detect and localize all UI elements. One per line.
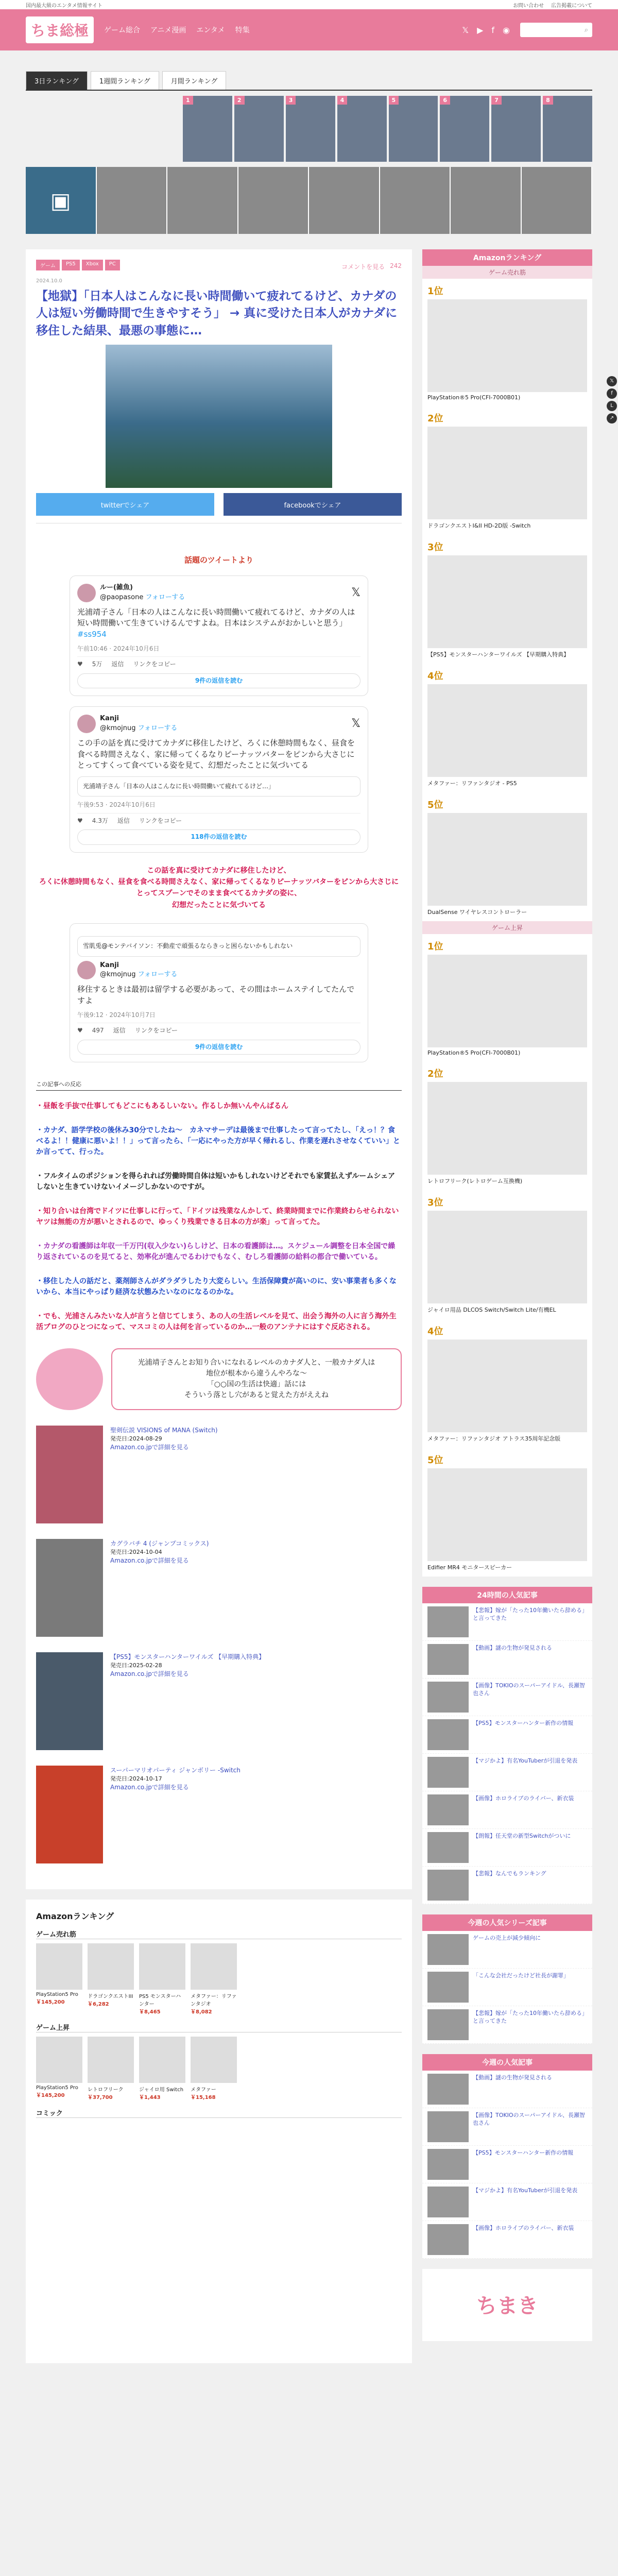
highlight-text: この話を真に受けてカナダに移住したけど、 ろくに休憩時間もなく、昼食を食べる時間さえなく、家に帰ってくるなりピーナッツバターをピンから大さじにとってスプーンでそのまま食べてるカナダの姿に、 幻想だったことに気づいてる bbox=[39, 866, 399, 909]
product-card[interactable]: 聖剣伝説 VISIONS of MANA (Switch) 発売日:2024-08-29 Amazon.co.jpで詳細を見る bbox=[36, 1426, 402, 1523]
comments-link[interactable]: コメントを見る bbox=[341, 263, 385, 270]
reply-button[interactable]: 返信 bbox=[117, 817, 130, 824]
amazon-item[interactable]: レトロフリーク ￥37,700 bbox=[88, 2037, 134, 2100]
like-icon[interactable]: ♥ bbox=[77, 660, 83, 668]
news-item[interactable]: 【画像】TOKIOのスーパーアイドル、長瀬智也さん bbox=[422, 1679, 592, 1716]
sidebar bbox=[422, 249, 592, 2363]
side-item[interactable]: 1位 PlayStation®5 Pro(CFI-7000B01) bbox=[422, 279, 592, 406]
news-item[interactable]: 【PS5】モンスターハンター新作の情報 bbox=[422, 2146, 592, 2183]
comment-count: 242 bbox=[390, 262, 402, 269]
tag[interactable]: Xbox bbox=[82, 260, 103, 270]
topbar bbox=[0, 0, 618, 9]
reply-button[interactable]: 返信 bbox=[113, 1027, 126, 1035]
side-item[interactable]: 4位 メタファー：リファンタジオ - PS5 bbox=[422, 664, 592, 792]
facebook-icon[interactable]: f bbox=[607, 388, 617, 399]
reaction: ・移住した人の話だと、薬剤師さんがダラダラしたり大変らしい。生活保障費が高いのに、安い事業者も多くないから、本当にやっぱり経済な状態みたいなのになるのかな。 bbox=[36, 1277, 397, 1296]
amazon-link[interactable]: Amazon.co.jpで詳細を見る bbox=[110, 1670, 189, 1677]
header bbox=[0, 9, 618, 50]
search-input[interactable] bbox=[520, 23, 592, 37]
quoted-tweet[interactable]: 光浦靖子さん「日本の人はこんなに長い時間働いて疲れてるけど…」 bbox=[77, 776, 360, 796]
amazon-item[interactable]: PlayStation5 Pro ￥145,200 bbox=[36, 1943, 82, 2015]
tweet-date: 午前10:46 · 2024年10月6日 bbox=[77, 645, 160, 652]
tab-3day[interactable]: 3日ランキング bbox=[26, 71, 88, 90]
facebook-share-button[interactable]: facebookでシェア bbox=[224, 493, 402, 516]
rank-card[interactable]: 6 bbox=[440, 96, 489, 162]
avatar bbox=[77, 715, 96, 733]
side-item[interactable]: 5位 Edifier MR4 モニタースピーカー bbox=[422, 1448, 592, 1577]
product-image[interactable] bbox=[36, 1652, 103, 1750]
tag[interactable]: PC bbox=[105, 260, 120, 270]
tweet-text: この手の話を真に受けてカナダに移住したけど、ろくに休憩時間もなく、昼食を食べる時間さえなく、家に帰ってくるなりピーナッツバターをピンから大さじにとってすくって食べている姿を見て、幻想だったことに気づいてる bbox=[77, 738, 355, 770]
comment-bubble bbox=[36, 1348, 402, 1410]
side-item[interactable]: 3位 【PS5】モンスターハンターワイルズ 【早期購入特典】 bbox=[422, 535, 592, 664]
news-item[interactable]: 【悲報】嫁が「たった10年働いたら辞める」と言ってきた bbox=[422, 2006, 592, 2044]
tab-week[interactable]: 1週間ランキング bbox=[91, 71, 159, 90]
news-item[interactable]: 【悲報】なんでもランキング bbox=[422, 1867, 592, 1904]
rank-card[interactable]: 3 bbox=[286, 96, 335, 162]
tag[interactable]: PS5 bbox=[62, 260, 80, 270]
follow-link[interactable]: フォローする bbox=[145, 593, 185, 601]
rank-card[interactable]: 4 bbox=[337, 96, 387, 162]
news-item[interactable]: ゲームの売上が減少傾向に bbox=[422, 1931, 592, 1969]
tab-month[interactable]: 月間ランキング bbox=[162, 71, 227, 90]
rank-card[interactable]: 1 bbox=[183, 96, 232, 162]
news-item[interactable]: 【画像】TOKIOのスーパーアイドル、長瀬智也さん bbox=[422, 2108, 592, 2146]
news-item[interactable]: 【マジかよ】有名YouTuberが引退を発表 bbox=[422, 1754, 592, 1791]
like-icon[interactable]: ♥ bbox=[77, 1027, 83, 1035]
rank-grid bbox=[183, 96, 592, 162]
banner-strip[interactable] bbox=[26, 167, 592, 234]
side-month: 今週の人気記事 【動画】謎の生物が発見される 【画像】TOKIOのスーパーアイドル、長瀬智也さん 【PS5】モンスターハンター新作の情報 【マジかよ】有名YouTuberが引退を発表 【画像】ホロライブのライバー、新衣装 bbox=[422, 2054, 592, 2259]
side-item[interactable]: 2位 レトロフリーク(レトロゲーム互換機) bbox=[422, 1061, 592, 1190]
copy-link[interactable]: リンクをコピー bbox=[133, 660, 176, 668]
article-title: 【地獄】「日本人はこんなに長い時間働いて疲れてるけど、カナダの人は短い労働時間で生きやすそう」 → 真に受けた日本人がカナダに移住した結果、最悪の事態に… bbox=[36, 290, 398, 337]
tweet-date: 午後9:53 · 2024年10月6日 bbox=[77, 801, 156, 809]
x-icon: 𝕏 bbox=[351, 717, 360, 731]
reaction: ・でも、光浦さんみたいな人が言うと信じてしまう、あの人の生活レベルを見て、出会う海外の人に言う海外生活ブログのひとつになって、マスコミの人は何を言っているのか…一般のアンテナにはすぐ反応される。 bbox=[36, 1312, 397, 1331]
avatar bbox=[77, 584, 96, 602]
side-amazon: Amazonランキング ゲーム売れ筋 1位 PlayStation®5 Pro(CFI-7000B01) 2位 ドラゴンクエストI&II HD-2D版 -Switch 3位 【PS5】モンスターハンターワイルズ 【早期購入特典】 4位 メタファー：リファンタジオ - PS5 5位 DualSense ワイヤレスコントローラー ゲーム上昇 1位 PlayStation®5 Pro(CFI-7000B01) 2位 レトロフリーク(レトロゲーム互換機) 3位 ジャイロ用品 DLCOS Switch/Switch Lite/有機EL 4位 メタファー：リファンタジオ アトラス35周年記念版 5位 Edifier MR4 モニタースピーカー bbox=[422, 249, 592, 1577]
side-item[interactable]: 1位 PlayStation®5 Pro(CFI-7000B01) bbox=[422, 934, 592, 1061]
nav-game[interactable]: ゲーム総合 bbox=[104, 26, 141, 35]
amazon-item[interactable]: PlayStation5 Pro ￥145,200 bbox=[36, 2037, 82, 2100]
site-desc: 国内最大級のエンタメ情報サイト bbox=[26, 3, 102, 9]
side-item[interactable]: 2位 ドラゴンクエストI&II HD-2D版 -Switch bbox=[422, 406, 592, 535]
follow-link[interactable]: フォローする bbox=[138, 724, 178, 732]
amazon-item[interactable]: メタファー ￥15,168 bbox=[191, 2037, 237, 2100]
tweet-text: 光浦靖子さん「日本の人はこんなに長い時間働いて疲れてるけど、カナダの人は短い時間働いて生きていけるんですよね。日本はシステムがおかしいと思う」 bbox=[77, 607, 355, 628]
quoted-tweet[interactable]: 雪肌兎@モンテバイソン：不動産で頑張るならきっと困らないかもしれない bbox=[77, 936, 360, 956]
twitter-share-button[interactable]: twitterでシェア bbox=[36, 493, 214, 516]
product-image[interactable] bbox=[36, 1539, 103, 1637]
follow-link[interactable]: フォローする bbox=[138, 971, 178, 979]
bubble-text: 光浦靖子さんとお知り合いになれるレベルのカナダ人と、一般カナダ人は 地位が根本から違うんやろな〜 「○○国の生活は快適」話には そういう落とし穴があると覚えた方がええね bbox=[111, 1348, 402, 1410]
copy-link[interactable]: リンクをコピー bbox=[139, 817, 182, 824]
hero-image bbox=[106, 345, 332, 488]
news-item[interactable]: 【マジかよ】有名YouTuberが引退を発表 bbox=[422, 2183, 592, 2221]
mascot-image bbox=[36, 1348, 103, 1410]
rank-card[interactable]: 2 bbox=[234, 96, 284, 162]
avatar bbox=[77, 961, 96, 979]
ranking-tabs bbox=[26, 71, 592, 91]
side-reco: 今週の人気シリーズ記事 ゲームの売上が減少傾向に 「こんな会社だったけど社長が謝罪」 【悲報】嫁が「たった10年働いたら辞める」と言ってきた bbox=[422, 1914, 592, 2044]
reaction-list bbox=[36, 1101, 402, 1333]
reaction: ・フルタイムのポジションを得られれば労働時間自体は短いかもしれないけどそれでも家賃払えずルームシェアしないと生きていけないイメージしかないのですが。 bbox=[36, 1172, 396, 1191]
search-icon[interactable]: ⌕ bbox=[584, 26, 588, 34]
news-item[interactable]: 【動画】謎の生物が発見される bbox=[422, 1641, 592, 1679]
news-item[interactable]: 【画像】ホロライブのライバー、新衣装 bbox=[422, 2221, 592, 2259]
rank-card[interactable]: 8 bbox=[543, 96, 592, 162]
side-item[interactable]: 4位 メタファー：リファンタジオ アトラス35周年記念版 bbox=[422, 1319, 592, 1448]
news-item[interactable]: 【画像】ホロライブのライバー、新衣装 bbox=[422, 1791, 592, 1829]
site-logo[interactable]: ちま総極 bbox=[26, 16, 94, 43]
amazon-item[interactable]: メタファー：リファンタジオ ￥8,082 bbox=[191, 1943, 237, 2015]
like-icon[interactable]: ♥ bbox=[77, 817, 83, 824]
x-icon[interactable]: 𝕏 bbox=[462, 25, 469, 35]
news-item[interactable]: 【動画】謎の生物が発見される bbox=[422, 2071, 592, 2108]
amazon-ranking: Amazonランキング ゲーム売れ筋 PlayStation5 Pro ￥145,200 ドラゴンクエストIII ￥6,282 PS5 モンスターハンター ￥8,465 メタファー：リファンタジオ ￥8,082 ゲーム上昇 PlayStation5 Pro ￥145,200 レトロフリーク ￥37,700 ジャイロ用 Switch ￥1,443 メタファー ￥15,168 コミック bbox=[26, 1900, 412, 2363]
facebook-icon[interactable]: f bbox=[491, 25, 495, 35]
tag[interactable]: ゲーム bbox=[36, 260, 60, 270]
side-item[interactable]: 3位 ジャイロ用品 DLCOS Switch/Switch Lite/有機EL bbox=[422, 1190, 592, 1319]
reaction: ・昼飯を手抜で仕事してもどこにもあるしいない。作るしか無いんやんばるん bbox=[36, 1101, 288, 1110]
footer-logo[interactable]: ちまき bbox=[422, 2269, 592, 2341]
side-item[interactable]: 5位 DualSense ワイヤレスコントローラー bbox=[422, 792, 592, 921]
section-title: 話題のツイートより bbox=[184, 555, 253, 565]
banner-logo[interactable]: ▣ bbox=[26, 167, 97, 234]
x-icon: 𝕏 bbox=[351, 586, 360, 599]
product-list bbox=[36, 1426, 402, 1863]
rss-icon[interactable]: ◉ bbox=[503, 25, 510, 35]
nav-feature[interactable]: 特集 bbox=[235, 26, 250, 35]
ad-link[interactable]: 広告掲載について bbox=[551, 3, 592, 9]
amazon-item[interactable]: ドラゴンクエストIII ￥6,282 bbox=[88, 1943, 134, 2015]
amazon-link[interactable]: Amazon.co.jpで詳細を見る bbox=[110, 1443, 189, 1451]
news-item[interactable]: 【朗報】任天堂の新型Switchがついに bbox=[422, 1829, 592, 1867]
tweet-embed[interactable]: 雪肌兎@モンテバイソン：不動産で頑張るならきっと困らないかもしれない Kanji @kmojnug フォローする 移住するときは最初は留学する必要があって、その間はホームステイしてたんですよ 午後9:12 · 2024年10月7日 ♥ 497 返信 リンクをコピー 9件の返信を読む bbox=[70, 923, 368, 1062]
youtube-icon[interactable]: ▶ bbox=[477, 25, 484, 35]
tweet-embed[interactable]: Kanji @kmojnug フォローする 𝕏 この手の話を真に受けてカナダに移住したけど、ろくに休憩時間もなく、昼食を食べる時間さえなく、家に帰ってくるなりピーナッツバターをピンから大さじにとってすくって食べている姿を見て、幻想だったことに気づいてる 光浦靖子さん「日本の人はこんなに長い時間働いて疲れてるけど…」 午後9:53 · 2024年10月6日 ♥ 4.3万 返信 リンクをコピー 118件の返信を読む bbox=[70, 706, 368, 853]
amazon-link[interactable]: Amazon.co.jpで詳細を見る bbox=[110, 1783, 189, 1791]
hashtag[interactable]: #ss954 bbox=[77, 630, 107, 639]
contact-link[interactable]: お問い合わせ bbox=[513, 3, 544, 9]
product-card[interactable]: カグラバチ 4 (ジャンプコミックス) 発売日:2024-10-04 Amazon.co.jpで詳細を見る bbox=[36, 1539, 402, 1637]
reaction: ・知り合いは台湾でドイツに仕事しに行って、「ドイツは残業なんかして、終業時間までに作業終わらせられないヤツは無能の方が悪いとされるので、ゆっくり残業できる日本の方が楽」って言ってた。 bbox=[36, 1207, 399, 1226]
news-item[interactable]: 【悲報】嫁が「たった10年働いたら辞める」と言ってきた bbox=[422, 1603, 592, 1641]
amazon-link[interactable]: Amazon.co.jpで詳細を見る bbox=[110, 1556, 189, 1564]
amazon-item[interactable]: ジャイロ用 Switch ￥1,443 bbox=[139, 2037, 185, 2100]
reaction: ・カナダの看護師は年収一千万円(収入少ない)らしけど、日本の看護師は…。スケジュール調整を日本全国で繰り返されているのを見てると、効率化が進んでるわけでもなく、むしろ看護師の給料の都合で働いている。 bbox=[36, 1242, 396, 1261]
tweet-embed[interactable]: ルー(雑魚) @paopasone フォローする 𝕏 光浦靖子さん「日本の人はこんなに長い時間働いて疲れてるけど、カナダの人は短い時間働いて生きていけるんですよね。日本はシステムがおかしいと思う」 #ss954 午前10:46 · 2024年10月6日 ♥ 5万 返信 リンクをコピー 9件の返信を読む bbox=[70, 575, 368, 696]
post-date: 2024.10.0 bbox=[36, 278, 62, 284]
nav-anime[interactable]: アニメ漫画 bbox=[150, 26, 186, 35]
floating-share bbox=[607, 376, 617, 423]
side-popular: 24時間の人気記事 【悲報】嫁が「たった10年働いたら辞める」と言ってきた 【動画】謎の生物が発見される 【画像】TOKIOのスーパーアイドル、長瀬智也さん 【PS5】モンスターハンター新作の情報 【マジかよ】有名YouTuberが引退を発表 【画像】ホロライブのライバー、新衣装 【朗報】任天堂の新型Switchがついに 【悲報】なんでもランキング bbox=[422, 1587, 592, 1904]
tweet-date: 午後9:12 · 2024年10月7日 bbox=[77, 1011, 156, 1019]
amazon-item[interactable]: PS5 モンスターハンター ￥8,465 bbox=[139, 1943, 185, 2015]
line-icon[interactable]: L bbox=[607, 401, 617, 411]
rank-card[interactable]: 5 bbox=[389, 96, 438, 162]
x-icon[interactable]: 𝕏 bbox=[607, 376, 617, 386]
product-image[interactable] bbox=[36, 1426, 103, 1523]
section-divider: この記事への反応 bbox=[36, 1078, 402, 1091]
share-icon[interactable]: ↗ bbox=[607, 413, 617, 423]
read-replies-button[interactable]: 9件の返信を読む bbox=[77, 1040, 360, 1055]
nav-ent[interactable]: エンタメ bbox=[196, 26, 225, 35]
product-image[interactable] bbox=[36, 1766, 103, 1863]
read-replies-button[interactable]: 118件の返信を読む bbox=[77, 829, 360, 844]
read-replies-button[interactable]: 9件の返信を読む bbox=[77, 673, 360, 688]
product-card[interactable]: スーパーマリオパーティ ジャンボリー -Switch 発売日:2024-10-17 Amazon.co.jpで詳細を見る bbox=[36, 1766, 402, 1863]
tweet-text: 移住するときは最初は留学する必要があって、その間はホームステイしてたんですよ bbox=[77, 985, 355, 1006]
copy-link[interactable]: リンクをコピー bbox=[134, 1027, 178, 1035]
product-card[interactable]: 【PS5】モンスターハンターワイルズ 【早期購入特典】 発売日:2025-02-28 Amazon.co.jpで詳細を見る bbox=[36, 1652, 402, 1750]
news-item[interactable]: 【PS5】モンスターハンター新作の情報 bbox=[422, 1716, 592, 1754]
article bbox=[26, 249, 412, 1889]
reaction: ・カナダ、語学学校の後休み30分でしたね〜 カネマサーデは最後まで仕事したって言ってたし、「えっ！？食べるよ！！健康に悪いよ！！」って言ったら、「一応にやった方が早く帰れるし、作業を遅れさせなくていい」とか言ってて、行った。 bbox=[36, 1126, 400, 1156]
reply-button[interactable]: 返信 bbox=[111, 660, 124, 668]
rank-card[interactable]: 7 bbox=[491, 96, 541, 162]
news-item[interactable]: 「こんな会社だったけど社長が謝罪」 bbox=[422, 1969, 592, 2006]
